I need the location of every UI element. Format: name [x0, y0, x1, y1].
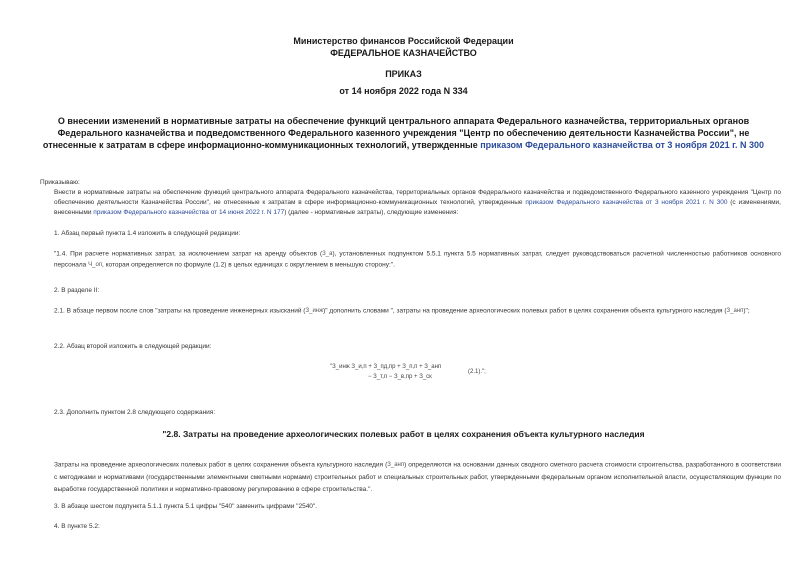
document-title	[40, 115, 767, 151]
intro-text-a: Внести в нормативные затраты на обеспечение функций центрального аппарата Федерального казначейства, территориальных органов Федерального казначейства и подведомственного Федерального казенного учреждения "Центр по обеспечению деятельности Казначейства России", не отнесенные к затратам в сфере информационно-коммуникационных технологий, утвержденные	[54, 189, 781, 206]
title-link[interactable]: приказом Федерального казначейства от 3 ноября 2021 г. N 300	[480, 140, 765, 150]
intro-link-1[interactable]: приказом Федерального казначейства от 3 ноября 2021 г. N 300	[525, 199, 728, 206]
item-1: 1. Абзац первый пункта 1.4 изложить в следующей редакции:	[54, 230, 241, 237]
item-1-quote-a: "1.4. При расчете нормативных затрат, за исключением затрат на аренду объектов (	[54, 250, 323, 258]
item-2-3: 2.3. Дополнить пунктом 2.8 следующего содержания:	[54, 409, 216, 416]
order-word: Приказываю:	[40, 179, 80, 186]
symbol-zanp-2: З_анп	[387, 462, 405, 468]
item-2-8-b: ) определяются на основании данных сводного сметного расчета стоимости строительства, разработанного в соответствии с методиками и нормативами (государственными элементными сметными нормами) строительных работ и специальных строительных работ, утвержденными федеральным органом исполнительной власти, осуществляющим функции по выработке государственной политики и нормативно-правовому регулированию в сфере строительства.".	[54, 461, 781, 493]
formula-line-1: "З_инж З_и,п + З_пд,пр + З_п,п + З_анп	[330, 364, 442, 370]
section-2-8-heading: "2.8. Затраты на проведение археологических полевых работ в целях сохранения объекта культурного наследия	[162, 429, 645, 439]
formula-number: (2.1).";	[468, 369, 486, 375]
item-2-1-a: 2.1. В абзаце первом после слов "затраты на проведение инженерных изысканий (	[54, 307, 306, 315]
item-2-8-paragraph	[40, 459, 781, 496]
item-2-1	[40, 306, 781, 317]
symbol-chop: Ч_оп	[88, 261, 103, 268]
item-1-quote-b: ), установленных подпунктом 5.5.1 пункта 5.5 нормативных затрат, следует руководствоваться расчетной численностью работников основного персонала	[54, 250, 782, 269]
item-2-1-c: )";	[743, 307, 750, 315]
formula-2-1	[330, 362, 500, 384]
item-1-quote	[40, 249, 781, 270]
item-3: 3. В абзаце шестом подпункта 5.1.1 пункта 5.1 цифры "540" заменить цифрами "2540".	[54, 503, 318, 510]
ministry-name: Министерство финансов Российской Федерации	[293, 36, 514, 46]
agency-name: ФЕДЕРАЛЬНОЕ КАЗНАЧЕЙСТВО	[330, 48, 477, 58]
intro-link-2[interactable]: приказом Федерального казначейства от 14 июня 2022 г. N 177	[93, 209, 285, 216]
item-2: 2. В разделе II:	[54, 287, 100, 294]
formula-line-2: − З_т,п − З_в,пр + З_ск	[368, 374, 432, 380]
document-type: ПРИКАЗ	[385, 69, 422, 79]
symbol-za: З_а	[322, 251, 333, 257]
document-date-number: от 14 ноября 2022 года N 334	[339, 86, 468, 96]
item-2-1-b: )" дополнить словами ", затраты на проведение археологических полевых работ в целях сохранения объекта культурного наследия (	[323, 307, 727, 315]
symbol-zinzh: З_инж	[305, 308, 324, 314]
item-2-8-a: Затраты на проведение археологических полевых работ в целях сохранения объекта культурного наследия (	[54, 461, 388, 469]
intro-text-b: (с изменениями, внесенными	[54, 199, 781, 216]
intro-text-c: ) (далее - нормативные затраты), следующие изменения:	[284, 209, 459, 216]
title-text: О внесении изменений в нормативные затраты на обеспечение функций центрального аппарата Федерального казначейства, территориальных органов Федерального казначейства и подведомственного Федерального казенного учреждения "Центр по обеспечению деятельности Казначейства России", не отнесенные к затратам в сфере информационно-коммуникационных технологий, утвержденные	[42, 116, 750, 150]
item-2-2: 2.2. Абзац второй изложить в следующей редакции:	[54, 343, 212, 350]
item-4: 4. В пункте 5.2:	[54, 523, 100, 530]
intro-paragraph	[40, 188, 781, 218]
item-1-quote-c: , которая определяется по формуле (1.2) в целых единицах с округлением в меньшую сторону:".	[102, 261, 395, 269]
symbol-zanp: З_анп	[726, 308, 744, 314]
